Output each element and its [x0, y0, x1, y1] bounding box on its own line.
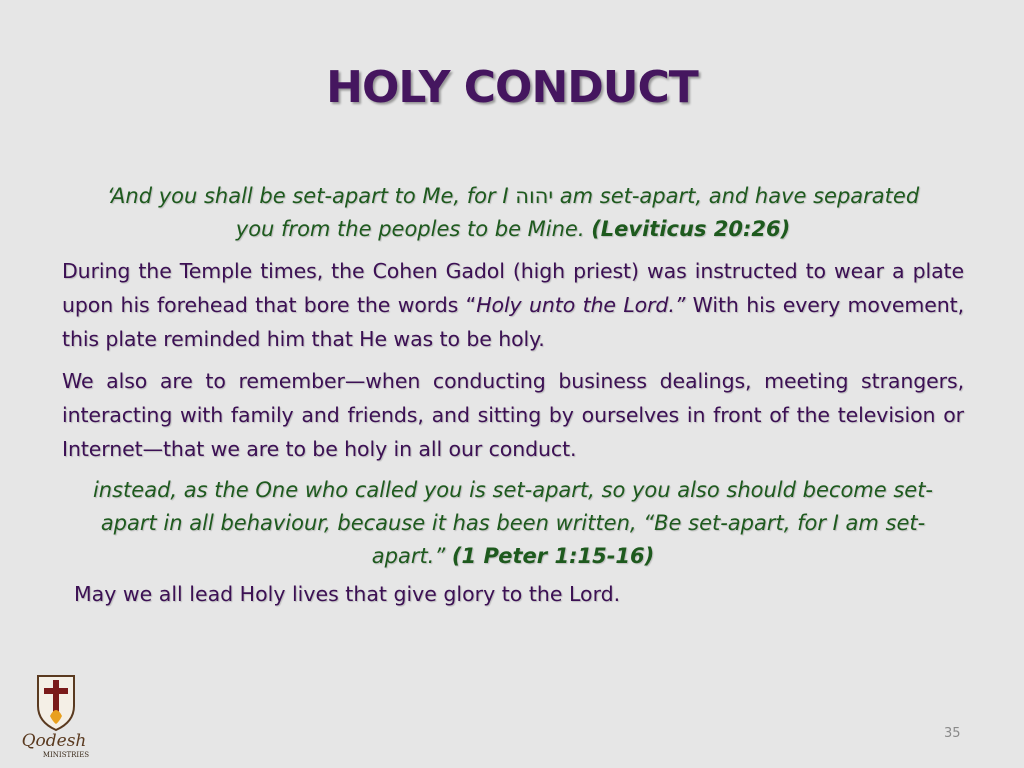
- quote-text-after: am set-apart, and have separated you from the peoples to be Mine.: [235, 184, 920, 241]
- slide-title: HOLY CONDUCT: [326, 62, 698, 113]
- leviticus-reference: (Leviticus 20:26): [591, 217, 791, 241]
- remember-paragraph: We also are to remember—when conducting business dealings, meeting strangers, interacting with family and friends, and sitting by ourselves in front of the television or Internet—that we are to be holy in all our conduct.: [62, 369, 964, 461]
- holy-unto-lord-emphasis: Holy unto the Lord.”: [476, 293, 686, 317]
- temple-text-before: During the Temple times, the Cohen Gadol (high priest) was instructed to wear a plate upon his forehead that bore the words “: [62, 259, 964, 317]
- slide-body: [62, 180, 964, 611]
- temple-paragraph: [62, 254, 964, 356]
- peter-quote-text: instead, as the One who called you is set-apart, so you also should become set-apart in all behaviour, because it has been written, “Be set-apart, for I am set-apart.”: [92, 478, 934, 568]
- logo-wordmark: Qodesh: [21, 731, 87, 751]
- temple-text-after: With his every movement, this plate reminded him that He was to be holy.: [62, 293, 965, 351]
- divine-name: יהוה: [515, 184, 554, 208]
- logo-subtext: MINISTRIES: [42, 751, 90, 759]
- quote-text-before: ‘And you shall be set-apart to Me, for I: [106, 184, 516, 208]
- qodesh-ministries-logo: [14, 672, 98, 760]
- closing-line: May we all lead Holy lives that give glory to the Lord.: [74, 582, 621, 606]
- logo-emblem-icon: [14, 672, 98, 760]
- leviticus-quote: [92, 180, 934, 246]
- peter-quote: [92, 474, 934, 573]
- peter-reference: (1 Peter 1:15-16): [451, 544, 655, 568]
- slide-number: 35: [944, 726, 961, 741]
